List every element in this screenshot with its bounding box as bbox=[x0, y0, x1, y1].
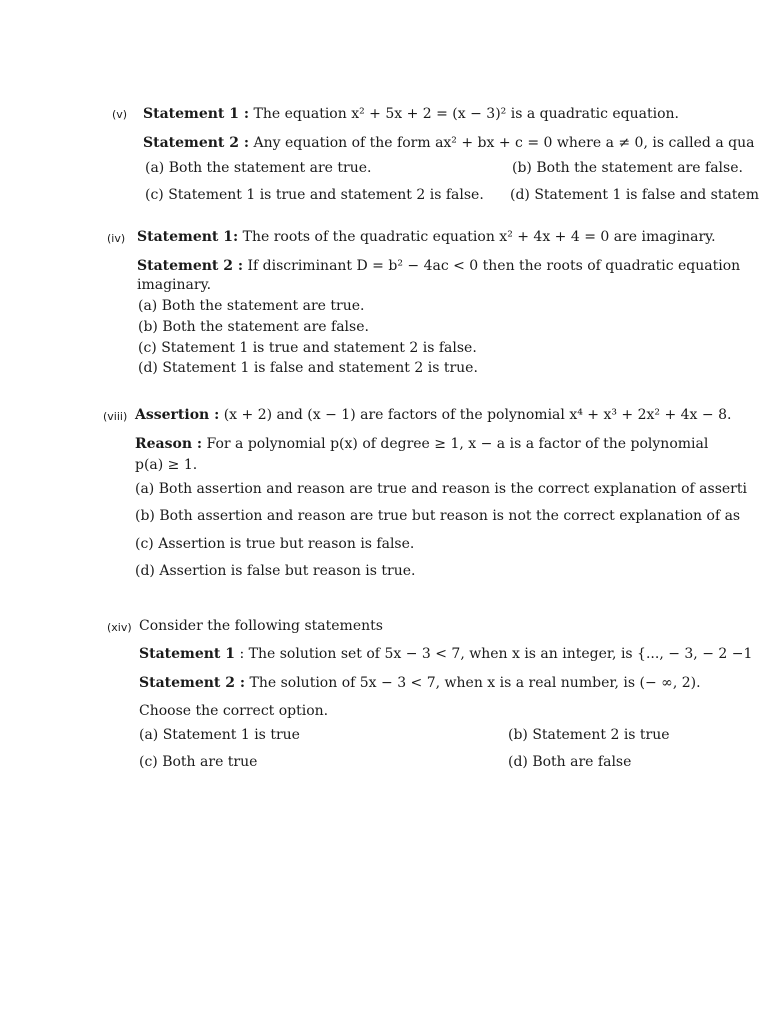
statement-2-label: Statement 2 : bbox=[137, 258, 244, 274]
option-c: (c) Statement 1 is true and statement 2 is false. bbox=[145, 187, 484, 203]
statement-1-label: Statement 1 bbox=[139, 646, 236, 662]
option-a: (a) Statement 1 is true bbox=[139, 727, 300, 743]
statement-2-text: Any equation of the form ax² + bx + c = 0 where a ≠ 0, is called a qua bbox=[253, 135, 755, 151]
reason bbox=[135, 435, 708, 453]
question-number: (iv) bbox=[107, 232, 126, 245]
statement-2 bbox=[139, 674, 701, 692]
option-c: (c) Statement 1 is true and statement 2 is false. bbox=[138, 340, 477, 356]
assertion bbox=[135, 406, 731, 424]
statement-2 bbox=[143, 134, 754, 152]
statement-1 bbox=[137, 228, 716, 246]
choose-instruction: Choose the correct option. bbox=[139, 703, 329, 719]
option-a: (a) Both assertion and reason are true and reason is the correct explanation of asserti bbox=[135, 481, 747, 497]
reason-text: For a polynomial p(x) of degree ≥ 1, x − a is a factor of the polynomial bbox=[206, 436, 709, 452]
statement-1-text: : The solution set of 5x − 3 < 7, when x is an integer, is {..., − 3, − 2 −1 bbox=[239, 646, 753, 662]
option-b: (b) Both assertion and reason are true but reason is not the correct explanation of as bbox=[135, 508, 741, 524]
option-d: (d) Statement 1 is false and statement 2 is true. bbox=[138, 360, 478, 376]
reason-continuation: p(a) ≥ 1. bbox=[135, 457, 198, 473]
option-d: (d) Both are false bbox=[508, 754, 632, 770]
question-number: (xiv) bbox=[107, 621, 132, 634]
statement-2-label: Statement 2 : bbox=[143, 135, 250, 151]
statement-1-text: The equation x² + 5x + 2 = (x − 3)² is a quadratic equation. bbox=[253, 106, 679, 122]
statement-1-label: Statement 1 : bbox=[143, 106, 250, 122]
statement-1-label: Statement 1: bbox=[137, 229, 239, 245]
option-d: (d) Statement 1 is false and statem bbox=[510, 187, 759, 203]
option-b: (b) Statement 2 is true bbox=[508, 727, 670, 743]
question-intro: Consider the following statements bbox=[139, 618, 383, 634]
option-b: (b) Both the statement are false. bbox=[512, 160, 743, 176]
option-a: (a) Both the statement are true. bbox=[145, 160, 372, 176]
statement-1 bbox=[143, 105, 679, 123]
statement-2-text: The solution of 5x − 3 < 7, when x is a real number, is (− ∞, 2). bbox=[249, 675, 701, 691]
option-a: (a) Both the statement are true. bbox=[138, 298, 365, 314]
statement-1-text: The roots of the quadratic equation x² + 4x + 4 = 0 are imaginary. bbox=[242, 229, 716, 245]
assertion-text: (x + 2) and (x − 1) are factors of the polynomial x⁴ + x³ + 2x² + 4x − 8. bbox=[223, 407, 732, 423]
reason-label: Reason : bbox=[135, 436, 203, 452]
assertion-label: Assertion : bbox=[135, 407, 220, 423]
statement-2-text: If discriminant D = b² − 4ac < 0 then the roots of quadratic equation bbox=[247, 258, 741, 274]
option-c: (c) Assertion is true but reason is false. bbox=[135, 536, 415, 552]
option-d: (d) Assertion is false but reason is true. bbox=[135, 563, 416, 579]
question-number: (v) bbox=[112, 108, 128, 121]
statement-2-continuation: imaginary. bbox=[137, 277, 212, 293]
statement-1 bbox=[139, 645, 752, 663]
option-c: (c) Both are true bbox=[139, 754, 258, 770]
option-b: (b) Both the statement are false. bbox=[138, 319, 369, 335]
question-number: (viii) bbox=[103, 410, 128, 423]
statement-2-label: Statement 2 : bbox=[139, 675, 246, 691]
statement-2 bbox=[137, 257, 740, 275]
